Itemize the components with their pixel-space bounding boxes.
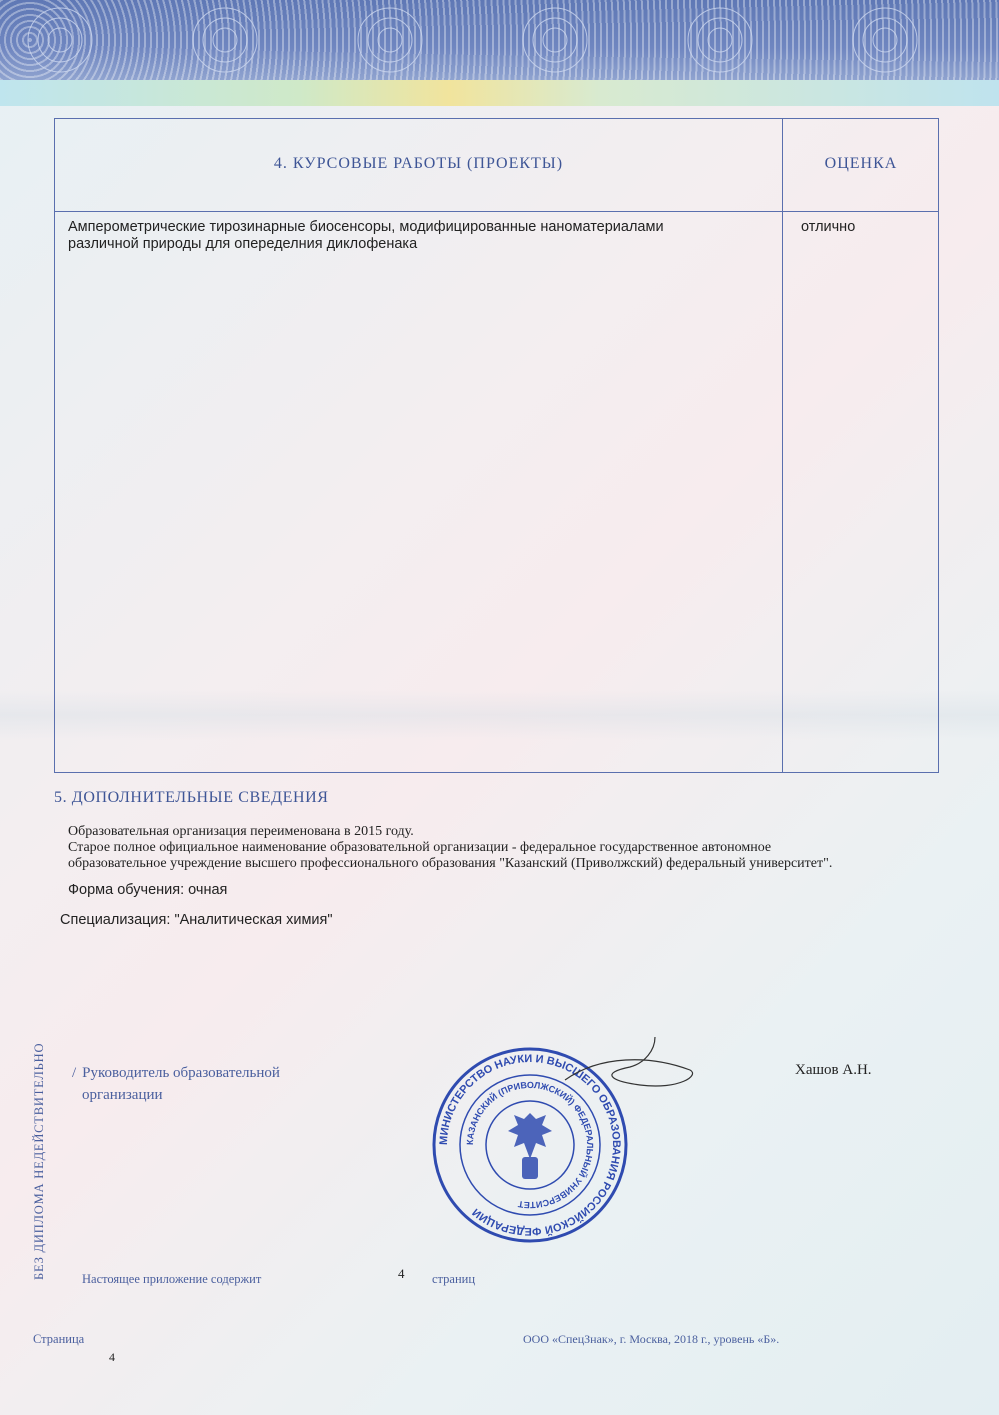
appendix-contains-label: Настоящее приложение содержит	[82, 1272, 262, 1286]
head-label-line-2: организации	[82, 1087, 163, 1103]
printer-imprint: ООО «СпецЗнак», г. Москва, 2018 г., уровень «Б».	[523, 1332, 780, 1346]
coursework-title-line-1: Амперометрические тирозинарные биосенсоры, модифицированные наноматериалами	[68, 219, 664, 235]
coursework-header-title: 4. КУРСОВЫЕ РАБОТЫ (ПРОЕКТЫ)	[273, 155, 564, 172]
coursework-table	[54, 118, 939, 773]
appendix-page-count: 4	[398, 1266, 405, 1281]
additional-info-text	[68, 824, 948, 872]
specialization: Специализация: "Аналитическая химия"	[60, 912, 333, 928]
column-divider	[782, 119, 783, 772]
coursework-row-title	[68, 219, 768, 253]
side-warning-text: БЕЗ ДИПЛОМА НЕДЕЙСТВИТЕЛЬНО	[32, 1042, 46, 1280]
signature-slash: /	[72, 1065, 77, 1081]
info-line-3: образовательное учреждение высшего профессионального образования "Казанский (Приволжский) федеральный университет".	[68, 856, 833, 871]
head-label-line-1: Руководитель образовательной	[82, 1065, 280, 1081]
head-name: Хашов А.Н.	[795, 1062, 872, 1078]
coursework-title-line-2: различной природы для опеределния диклофенака	[68, 236, 418, 252]
head-of-organization-label	[72, 1062, 280, 1106]
coursework-row-grade: отлично	[801, 219, 856, 235]
coursework-header-grade: ОЦЕНКА	[824, 155, 898, 172]
study-form: Форма обучения: очная	[68, 882, 228, 898]
page-label: Страница	[33, 1332, 85, 1346]
seal-outer-text: МИНИСТЕРСТВО НАУКИ И ВЫСШЕГО ОБРАЗОВАНИЯ РОССИЙСКОЙ ФЕДЕРАЦИИ	[437, 1052, 623, 1238]
additional-info-title: 5. ДОПОЛНИТЕЛЬНЫЕ СВЕДЕНИЯ	[54, 789, 329, 806]
iridescent-band	[0, 80, 999, 106]
signature-icon	[560, 1035, 710, 1095]
appendix-pages-unit: страниц	[432, 1272, 476, 1286]
header-divider	[55, 211, 938, 212]
page-number: 4	[109, 1350, 115, 1364]
seal-inner-text: КАЗАНСКИЙ (ПРИВОЛЖСКИЙ) ФЕДЕРАЛЬНЫЙ УНИВЕРСИТЕТ	[464, 1079, 596, 1211]
info-line-1: Образовательная организация переименована в 2015 году.	[68, 824, 414, 839]
info-line-2: Старое полное официальное наименование образовательной организации - федеральное государственное автономное	[68, 840, 772, 855]
rosette-pattern-icon	[0, 0, 999, 80]
